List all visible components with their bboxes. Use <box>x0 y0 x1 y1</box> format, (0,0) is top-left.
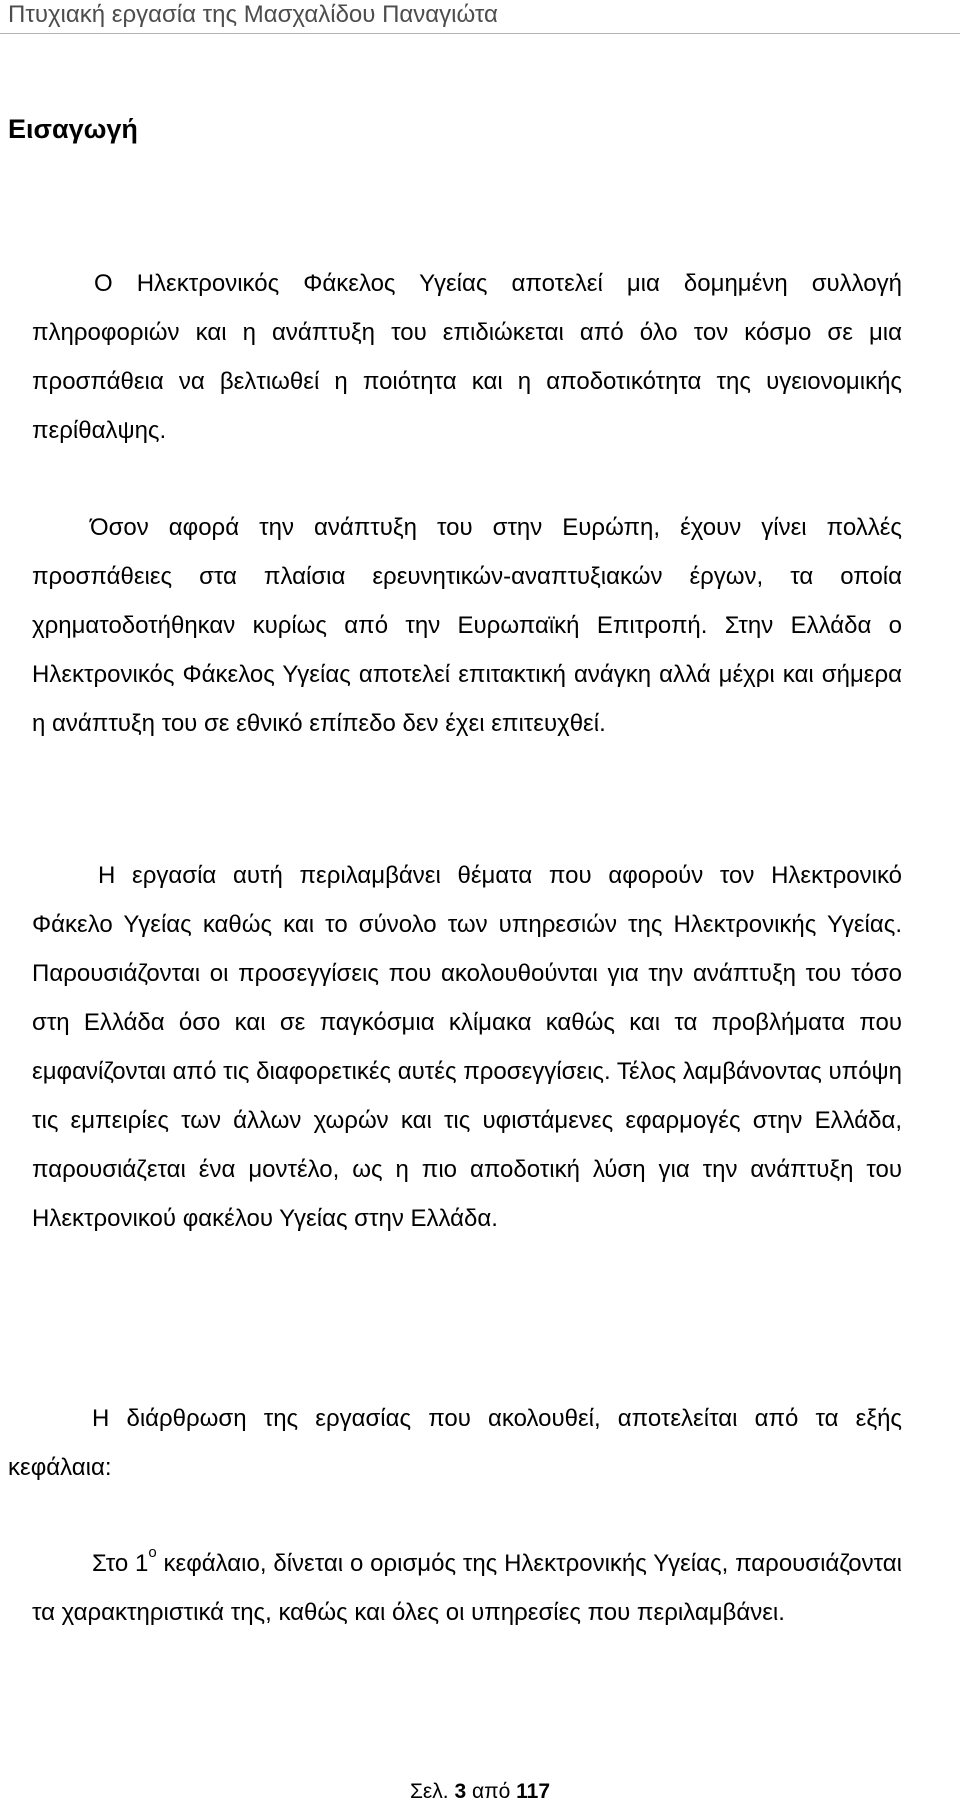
header-divider <box>0 33 960 34</box>
paragraph-5 <box>32 1539 902 1637</box>
paragraph-3-text: Η εργασία αυτή περιλαμβάνει θέματα που αφορούν τον Ηλεκτρονικό Φάκελο Υγείας καθώς και το σύνολο των υπηρεσιών της Ηλεκτρονικής Υγείας. Παρουσιάζονται οι προσεγγίσεις που ακολουθούνται για την ανάπτυξη του τόσο στη Ελλάδα όσο και σε παγκόσμια κλίμακα καθώς και τα προβλήματα που εμφανίζονται από τις διαφορετικές αυτές προσεγγίσεις. Τέλος λαμβάνοντας υπόψη τις εμπειρίες των άλλων χωρών και τις υφιστάμενες εφαρμογές στην Ελλάδα, παρουσιάζεται ένα μοντέλο, ως η πιο αποδοτική λύση για την ανάπτυξη του Ηλεκτρονικού φακέλου Υγείας στην Ελλάδα. <box>32 862 902 1232</box>
paragraph-5-start: Στο 1 <box>92 1550 149 1577</box>
paragraph-5-text: κεφάλαιο, δίνεται ο ορισμός της Ηλεκτρονικής Υγείας, παρουσιάζονται τα χαρακτηριστικά της, καθώς και όλες οι υπηρεσίες που περιλαμβάνει. <box>32 1550 902 1626</box>
ordinal-superscript: ο <box>148 1544 157 1561</box>
paragraph-4 <box>8 1394 902 1492</box>
section-title: Εισαγωγή <box>8 114 138 144</box>
page-footer <box>0 1779 960 1805</box>
total-pages-number: 117 <box>516 1780 551 1803</box>
footer-middle: από <box>466 1780 517 1803</box>
paragraph-1 <box>32 259 902 455</box>
paragraph-4-text: Η διάρθρωση της εργασίας που ακολουθεί, αποτελείται από τα εξής κεφάλαια: <box>8 1405 902 1481</box>
running-header: Πτυχιακή εργασία της Μασχαλίδου Παναγιώτα <box>8 1 498 28</box>
paragraph-1-text: Ο Ηλεκτρονικός Φάκελος Υγείας αποτελεί μια δομημένη συλλογή πληροφοριών και η ανάπτυξη του επιδιώκεται από όλο τον κόσμο σε μια προσπάθεια να βελτιωθεί η ποιότητα και η αποδοτικότητα της υγειονομικής περίθαλψης. <box>32 270 902 444</box>
paragraph-3 <box>32 851 902 1243</box>
footer-prefix: Σελ. <box>409 1780 455 1803</box>
current-page-number: 3 <box>454 1780 467 1803</box>
paragraph-2 <box>32 503 902 748</box>
paragraph-2-text: Όσον αφορά την ανάπτυξη του στην Ευρώπη, έχουν γίνει πολλές προσπάθειες στα πλαίσια ερευνητικών-αναπτυξιακών έργων, τα οποία χρηματοδοτήθηκαν κυρίως από την Ευρωπαϊκή Επιτροπή. Στην Ελλάδα ο Ηλεκτρονικός Φάκελος Υγείας αποτελεί επιτακτική ανάγκη αλλά μέχρι και σήμερα η ανάπτυξη του σε εθνικό επίπεδο δεν έχει επιτευχθεί. <box>32 514 902 737</box>
